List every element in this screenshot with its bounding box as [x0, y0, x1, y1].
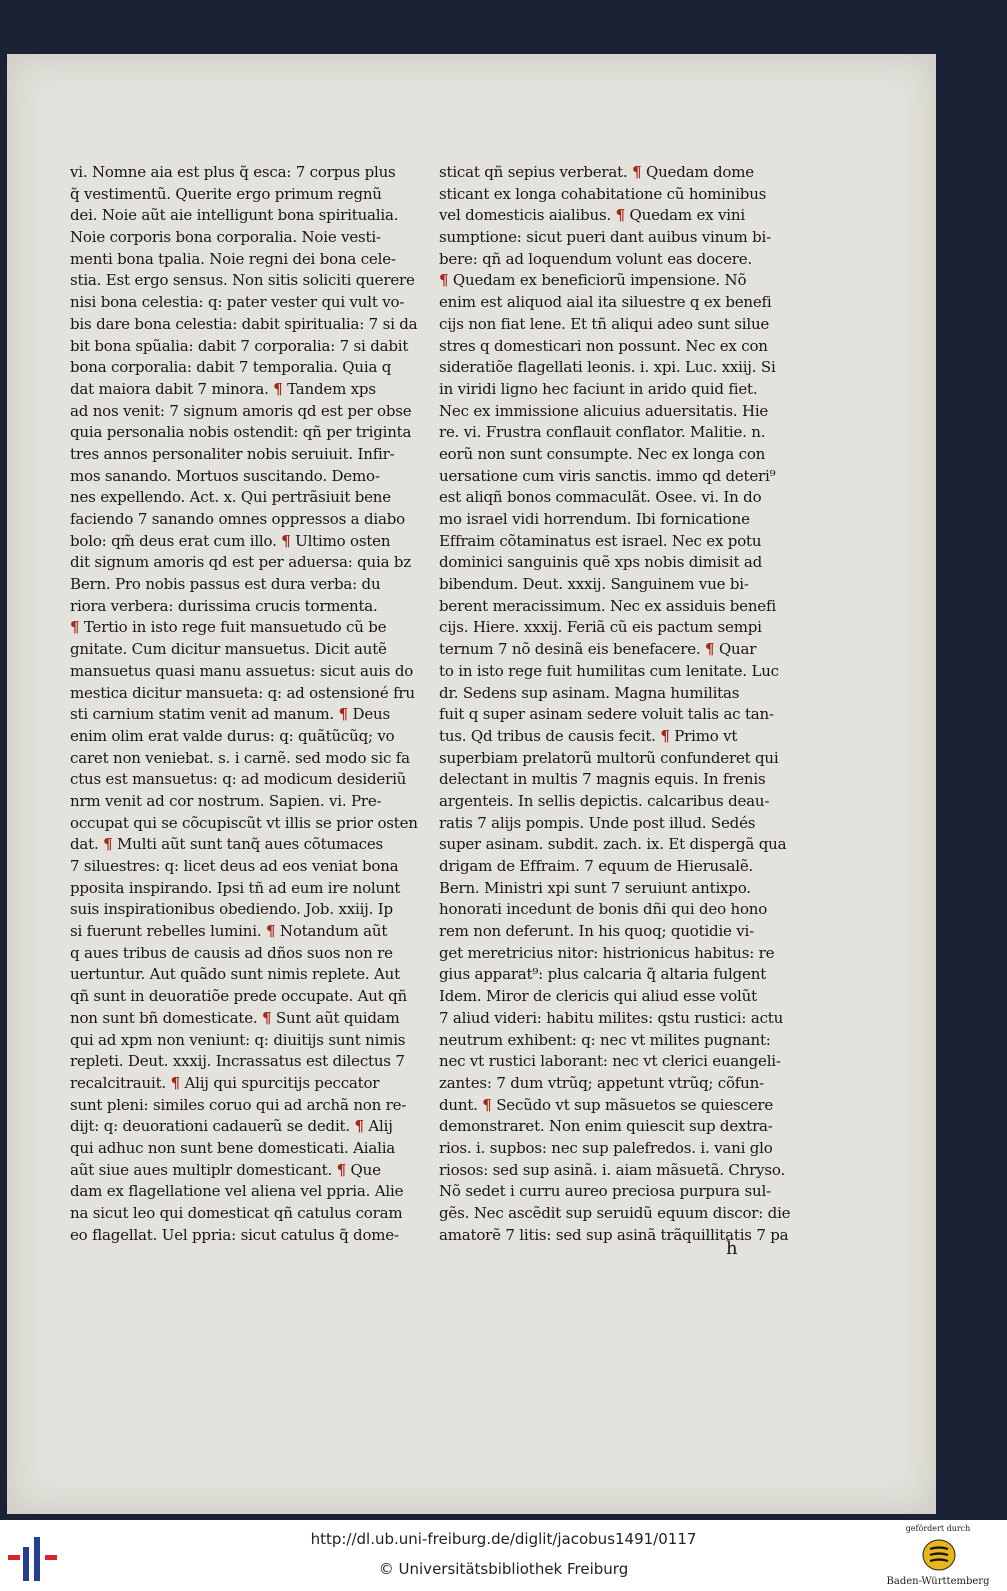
text-line: gẽs. Nec ascẽdit sup seruidũ equum discor: die	[439, 1204, 791, 1222]
text-line: eorũ non sunt consumpte. Nec ex longa con	[439, 444, 766, 463]
rubric-mark: ¶	[615, 206, 625, 225]
text-line: berent meracissimum. Nec ex assiduis benefi	[439, 596, 776, 615]
text-line: delectant in multis 7 magnis equis. In frenis	[439, 770, 766, 789]
text-line: ternum 7 nõ desinã eis benefacere. ¶ Quar	[439, 640, 757, 659]
text-line: cijs. Hiere. xxxij. Feriã cũ eis pactum sempi	[439, 618, 762, 637]
text-line: 7 aliud videri: habitu milites: qstu rustici: actu	[439, 1008, 784, 1027]
permalink-url[interactable]: http://dl.ub.uni-freiburg.de/diglit/jacobus1491/0117	[310, 1530, 697, 1548]
text-line: aũt siue aues multiplr domesticant. ¶ Que	[70, 1160, 381, 1179]
text-line: super asinam. subdit. zach. ix. Et dispergã qua	[439, 835, 787, 854]
text-line: qñ sunt in deuoratiõe prede occupate. Aut qñ	[70, 987, 407, 1006]
sponsor-caption: gefördert durch	[905, 1524, 971, 1533]
text-line: menti bona tpalia. Noie regni dei bona cele-	[70, 249, 396, 268]
text-line: Bern. Pro nobis passus est dura verba: du	[70, 575, 381, 594]
text-line: quia personalia nobis ostendit: qñ per triginta	[70, 423, 412, 442]
text-line: ¶ Quedam ex beneficiorũ impensione. Nõ	[439, 271, 747, 290]
rubric-mark: ¶	[632, 163, 642, 181]
text-line: dijt: q: deuorationi cadauerũ se dedit. ¶ Alij	[70, 1117, 393, 1136]
text-line: mansuetus quasi manu assuetus: sicut auis do	[70, 661, 414, 680]
text-line: honorati incedunt de bonis dñi qui deo hono	[439, 900, 768, 919]
text-line: fuit q super asinam sedere voluit talis ac tan-	[439, 705, 774, 724]
text-line: gius apparat⁹: plus calcaria q̃ altaria fulgent	[439, 965, 767, 984]
text-line: sideratiõe flagellati leonis. i. xpi. Luc. xxiij. Si	[439, 358, 776, 377]
text-line: dit signum amoris qd est per aduersa: quia bz	[70, 553, 411, 572]
text-line: Idem. Miror de clericis qui aliud esse volũt	[439, 987, 757, 1006]
text-line: Noie corporis bona corporalia. Noie vesti-	[70, 228, 381, 247]
sponsor-name: Baden-Württemberg	[886, 1576, 990, 1587]
text-line: Bern. Ministri xpi sunt 7 seruiunt antixpo.	[439, 878, 751, 897]
rubric-mark: ¶	[281, 531, 291, 550]
text-line: dam ex flagellatione vel aliena vel ppria. Alie	[70, 1182, 404, 1201]
rubric-mark: ¶	[265, 922, 276, 941]
text-line: argenteis. In sellis depictis. calcaribus deau-	[439, 791, 770, 810]
text-line: bona corporalia: dabit 7 temporalia. Quia q	[70, 358, 392, 377]
text-line: 7 siluestres: q: licet deus ad eos veniat bona	[70, 857, 399, 875]
rubric-mark: ¶	[103, 835, 113, 854]
text-line: non sunt bñ domesticate. ¶ Sunt aũt quidam	[70, 1008, 400, 1027]
text-line: riora verbera: durissima crucis tormenta.	[70, 596, 378, 615]
text-line: nrm venit ad cor nostrum. Sapien. vi. Pre-	[70, 791, 382, 810]
text-line: riosos: sed sup asinã. i. aiam mãsuetã. Chryso.	[439, 1160, 786, 1179]
text-line: demonstraret. Non enim quiescit sup dextra-	[439, 1117, 773, 1136]
text-line: bolo: qm̃ deus erat cum illo. ¶ Ultimo osten	[70, 531, 391, 550]
viewer-footer	[0, 1520, 1007, 1591]
text-line: cijs non fiat lene. Et tñ aliqui adeo sunt silue	[439, 314, 770, 333]
text-line: Nõ sedet i curru aureo preciosa purpura sul-	[439, 1182, 771, 1201]
rubric-mark: ¶	[70, 618, 80, 637]
text-line: dei. Noie aũt aie intelligunt bona spiritualia.	[70, 206, 399, 225]
book-page	[7, 54, 936, 1514]
rubric-mark: ¶	[338, 705, 348, 724]
text-line: q aues tribus de causis ad dños suos non re	[70, 943, 393, 962]
text-line: vel domesticis aialibus. ¶ Quedam ex vini	[439, 206, 745, 225]
rubric-mark: ¶	[439, 271, 449, 290]
text-line: Nec ex immissione alicuius aduersitatis. Hie	[439, 401, 769, 420]
rubric-mark: ¶	[273, 379, 283, 398]
text-line: mo israel vidi horrendum. Ibi fornicatione	[439, 510, 750, 528]
text-line: repleti. Deut. xxxij. Incrassatus est dilectus 7	[70, 1052, 405, 1071]
text-line: nes expellendo. Act. x. Qui pertrãsiuit bene	[70, 488, 391, 507]
text-line: enim olim erat valde durus: q: quãtũcũq; vo	[70, 726, 395, 745]
text-line: re. vi. Frustra conflauit conflator. Malitie. n.	[439, 423, 766, 442]
rubric-mark: ¶	[262, 1008, 272, 1027]
text-line: drigam de Effraim. 7 equum de Hierusalẽ.	[439, 857, 754, 875]
text-line: occupat qui se cõcupiscũt vt illis se prior osten	[70, 813, 418, 832]
text-line: dunt. ¶ Secũdo vt sup mãsuetos se quiescere	[439, 1095, 774, 1114]
rubric-mark: ¶	[660, 726, 670, 745]
text-line: bis dare bona celestia: dabit spiritualia: 7 si da	[70, 314, 418, 333]
text-line: qui adhuc non sunt bene domesticati. Aialia	[70, 1138, 396, 1157]
text-line: dr. Sedens sup asinam. Magna humilitas	[439, 683, 740, 702]
text-line: pposita inspirando. Ipsi tñ ad eum ire nolunt	[70, 878, 401, 897]
text-line: neutrum exhibent: q: nec vt milites pugnant:	[439, 1030, 771, 1049]
text-line: na sicut leo qui domesticat qñ catulus coram	[70, 1204, 403, 1222]
signature-mark: h	[726, 1238, 738, 1259]
text-line: sti carnium statim venit ad manum. ¶ Deus	[70, 705, 390, 724]
text-line: ratis 7 alijs pompis. Unde post illud. Sedés	[439, 813, 756, 832]
text-line: faciendo 7 sanando omnes oppressos a diabo	[70, 510, 405, 528]
right-text-column	[439, 162, 809, 1246]
text-line: sunt pleni: similes coruo qui ad archã non re-	[70, 1095, 407, 1114]
text-line: si fuerunt rebelles lumini. ¶ Notandum aũt	[70, 922, 388, 941]
text-line: recalcitrauit. ¶ Alij qui spurcitijs peccator	[70, 1073, 380, 1092]
rubric-mark: ¶	[336, 1160, 346, 1179]
text-line: mestica dicitur mansueta: q: ad ostensioné fru	[70, 683, 415, 702]
text-line: caret non veniebat. s. i carnẽ. sed modo sic fa	[70, 748, 410, 767]
text-line: rem non deferunt. In his quoq; quotidie vi-	[439, 922, 755, 941]
text-line: stia. Est ergo sensus. Non sitis soliciti querere	[70, 271, 415, 290]
text-line: rios. i. supbos: nec sup palefredos. i. vani glo	[439, 1138, 773, 1157]
text-line: nec vt rustici laborant: nec vt clerici euangeli-	[439, 1052, 781, 1071]
left-text-column	[70, 162, 440, 1246]
text-line: bere: qñ ad loquendum volunt eas docere.	[439, 249, 753, 268]
text-line: bibendum. Deut. xxxij. Sanguinem vue bi-	[439, 575, 749, 594]
text-line: sticant ex longa cohabitatione cũ hominibus	[439, 184, 767, 203]
text-line: to in isto rege fuit humilitas cum lenitate. Luc	[439, 661, 779, 680]
text-line: gnitate. Cum dicitur mansuetus. Dicit autẽ	[70, 640, 387, 659]
text-line: nisi bona celestia: q: pater vester qui vult vo-	[70, 293, 405, 312]
text-line: superbiam prelatorũ multorũ confunderet qui	[439, 748, 779, 767]
sponsor-block	[876, 1522, 1000, 1588]
text-line: amatorẽ 7 litis: sed sup asinã trãquillitatis 7 pa	[439, 1225, 789, 1244]
text-line: ctus est mansuetus: q: ad modicum desideriũ	[70, 770, 407, 789]
text-line: ¶ Tertio in isto rege fuit mansuetudo cũ be	[70, 618, 387, 637]
text-line: sumptione: sicut pueri dant auibus vinum bi-	[439, 228, 772, 247]
text-line: q̃ vestimentũ. Querite ergo primum regnũ	[70, 184, 382, 203]
text-line: eo flagellat. Uel ppria: sicut catulus q̃ dome-	[70, 1225, 399, 1244]
rubric-mark: ¶	[170, 1073, 180, 1092]
text-line: tres annos personaliter nobis seruiuit. Infir-	[70, 444, 395, 463]
text-line: uersatione cum viris sanctis. immo qd deteri⁹	[439, 466, 776, 485]
text-line: est aliqñ bonos commaculãt. Osee. vi. In do	[439, 488, 762, 507]
text-line: dominici sanguinis quẽ xps nobis dimisit ad	[439, 553, 763, 572]
text-line: dat. ¶ Multi aũt sunt tanq̃ aues cõtumaces	[70, 835, 384, 854]
rubric-mark: ¶	[482, 1095, 492, 1114]
rubric-mark: ¶	[354, 1117, 364, 1136]
baden-wuerttemberg-crest-icon	[922, 1538, 956, 1572]
text-line: vi. Nomne aia est plus q̃ esca: 7 corpus plus	[70, 163, 396, 181]
copyright-notice: © Universitätsbibliothek Freiburg	[378, 1560, 629, 1578]
text-line: tus. Qd tribus de causis fecit. ¶ Primo vt	[439, 726, 738, 745]
text-line: in viridi ligno hec faciunt in arido quid fiet.	[439, 379, 758, 398]
text-line: ad nos venit: 7 signum amoris qd est per obse	[70, 401, 412, 420]
text-line: get meretricius nitor: histrionicus habitus: re	[439, 943, 775, 962]
text-line: qui ad xpm non veniunt: q: diuitijs sunt nimis	[70, 1030, 406, 1049]
text-line: bit bona spũalia: dabit 7 corporalia: 7 si dabit	[70, 336, 409, 355]
text-line: uertuntur. Aut quãdo sunt nimis replete. Aut	[70, 965, 400, 984]
text-line: mos sanando. Mortuos suscitando. Demo-	[70, 466, 380, 485]
text-line: Effraim cõtaminatus est israel. Nec ex potu	[439, 531, 762, 550]
text-line: sticat qñ sepius verberat. ¶ Quedam dome	[439, 163, 754, 181]
text-line: dat maiora dabit 7 minora. ¶ Tandem xps	[70, 379, 376, 398]
text-line: zantes: 7 dum vtrũq; appetunt vtrũq; cõfun-	[439, 1073, 764, 1092]
text-line: stres q domesticari non possunt. Nec ex con	[439, 336, 768, 355]
rubric-mark: ¶	[705, 640, 715, 659]
text-line: suis inspirationibus obediendo. Job. xxiij. Ip	[70, 900, 393, 919]
text-line: enim est aliquod aial ita siluestre q ex benefi	[439, 293, 772, 312]
